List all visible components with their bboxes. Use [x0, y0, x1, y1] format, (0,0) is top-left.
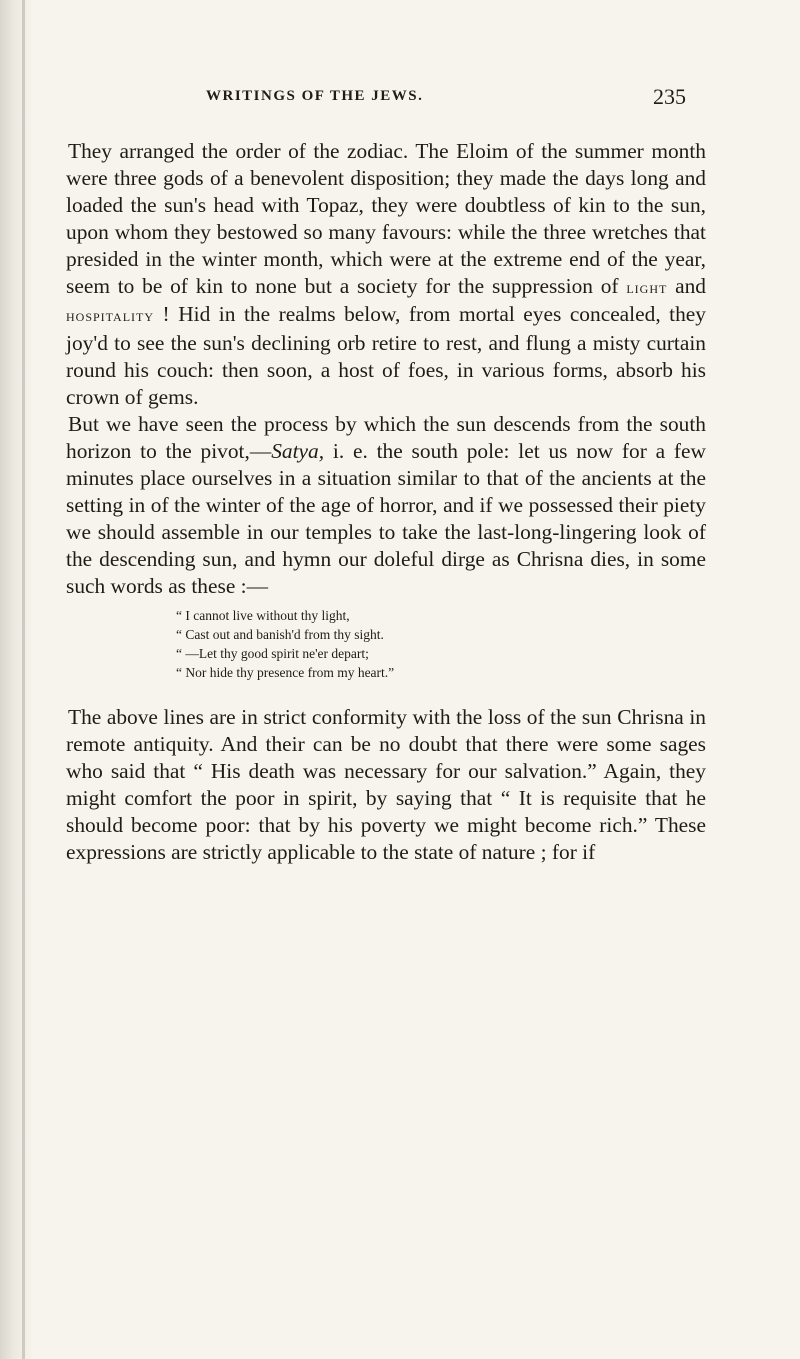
page-number: 235: [653, 84, 686, 109]
binding-shadow: [22, 0, 25, 1359]
verse-line: “ Nor hide thy presence from my heart.”: [176, 664, 395, 680]
book-binding-edge: [0, 0, 34, 1359]
paragraph-1-and: and: [667, 273, 707, 298]
small-caps-light: light: [626, 277, 668, 297]
verse-block: [176, 607, 706, 682]
paragraph-2-text-end: i. e. the south pole: let us now for a few minutes place ourselves in a situation similar to that of the ancients at the setting in of the winter of the age of horror, and if we possessed their piety we should assemble in our temples to take the last-long-lingering look of the descending sun, and hymn our doleful dirge as Chrisna dies, in some such words as these :—: [66, 438, 706, 598]
italic-satya: Satya,: [271, 438, 325, 463]
paragraph-2-text: But we have seen the process by which the sun descends from the south horizon to the pivot,—: [66, 412, 706, 463]
paragraph-3: The above lines are in strict conformity with the loss of the sun Chrisna in remote antiquity. And their can be no doubt that there were some sages who said that “ His death was necessary for our salvation.” Again, they might comfort the poor in spirit, by saying that “ It is requisite that he should become poor: that by his poverty we might become rich.” These expressions are strictly applicable to the state of nature ; for if: [66, 705, 706, 864]
verse-line: “ —Let thy good spirit ne'er depart;: [176, 645, 369, 661]
body-text: [66, 138, 706, 866]
paragraph-1-text: They arranged the order of the zodiac. The Eloim of the summer month were three gods of a benevolent disposition; they made the days long and loaded the sun's head with Topaz, they were doubtless of kin to the sun, upon whom they bestowed so many favours: while the three wretches that presided in the winter month, which were at the extreme end of the year, seem to be of kin to none but a society for the suppression of: [66, 139, 706, 298]
paragraph-1: [66, 138, 706, 411]
running-head: [66, 84, 706, 118]
running-title: WRITINGS OF THE JEWS.: [206, 88, 424, 104]
paragraph-2: [66, 411, 706, 599]
book-page: [66, 84, 707, 866]
paragraph-1-text-end: ! Hid in the realms below, from mortal eyes concealed, they joy'd to see the sun's declining orb retire to rest, and flung a misty curtain round his couch: then soon, a host of foes, in various forms, absorb his crown of gems.: [66, 302, 706, 410]
verse-line: “ Cast out and banish'd from thy sight.: [176, 627, 384, 643]
verse-line: “ I cannot live without thy light,: [176, 608, 350, 624]
small-caps-hospitality: hospitality: [66, 306, 155, 326]
